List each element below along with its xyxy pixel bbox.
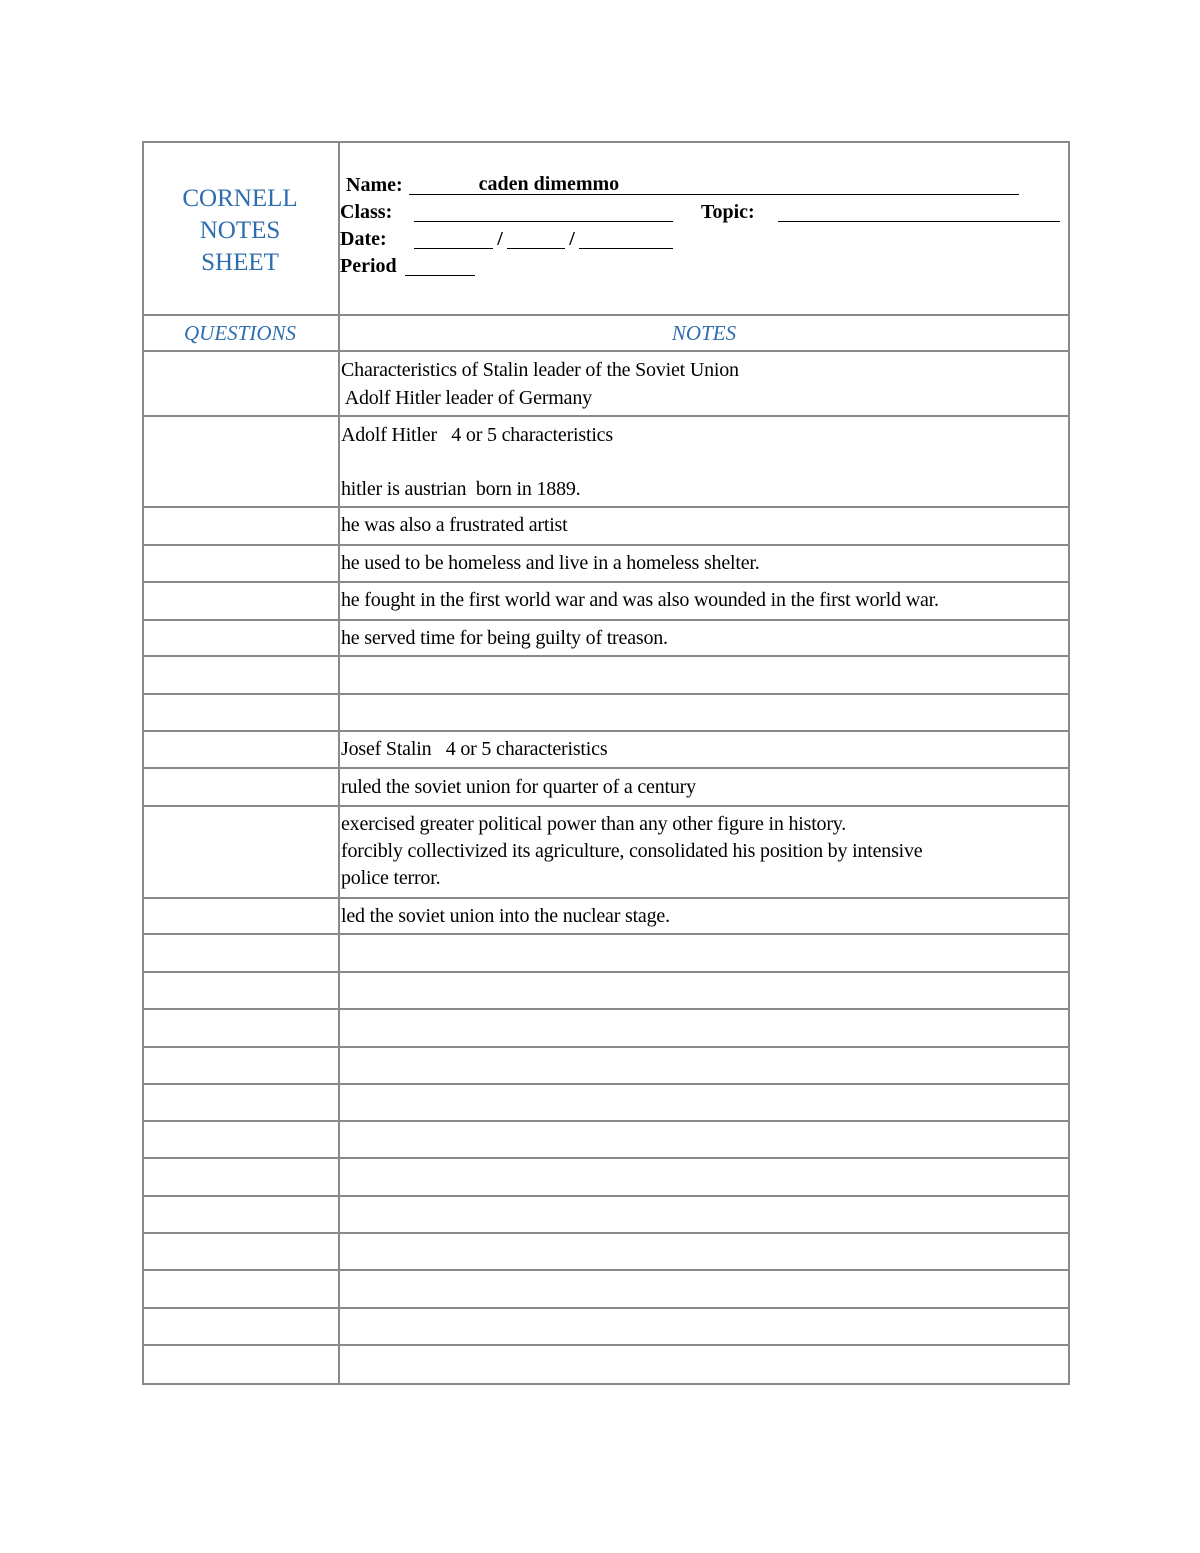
period-field[interactable] bbox=[405, 255, 475, 276]
note-line[interactable]: Adolf Hitler leader of Germany bbox=[341, 387, 592, 409]
date-year-field[interactable] bbox=[579, 228, 673, 249]
questions-header: QUESTIONS bbox=[183, 321, 296, 345]
row-divider bbox=[142, 971, 1070, 973]
note-line[interactable]: led the soviet union into the nuclear stage. bbox=[341, 905, 670, 927]
note-line[interactable]: Josef Stalin 4 or 5 characteristics bbox=[341, 738, 608, 760]
notes-header: NOTES bbox=[671, 321, 737, 345]
row-divider bbox=[142, 1157, 1070, 1159]
title-line: NOTES bbox=[199, 217, 281, 244]
period-label: Period bbox=[340, 255, 397, 277]
row-divider bbox=[142, 897, 1070, 899]
class-row bbox=[340, 199, 1065, 226]
title-line: SHEET bbox=[201, 249, 279, 276]
row-divider bbox=[142, 350, 1070, 352]
row-divider bbox=[142, 767, 1070, 769]
note-line[interactable]: he was also a frustrated artist bbox=[341, 514, 568, 536]
row-divider bbox=[142, 805, 1070, 807]
row-divider bbox=[142, 1232, 1070, 1234]
name-blank[interactable] bbox=[409, 174, 479, 195]
note-line[interactable]: forcibly collectivized its agriculture, consolidated his position by intensive bbox=[341, 840, 923, 862]
row-divider bbox=[142, 693, 1070, 695]
name-row bbox=[340, 172, 1065, 199]
row-divider bbox=[142, 506, 1070, 508]
class-field[interactable] bbox=[414, 201, 673, 222]
row-divider bbox=[142, 1195, 1070, 1197]
row-divider bbox=[142, 1344, 1070, 1346]
note-line[interactable]: hitler is austrian born in 1889. bbox=[341, 478, 581, 500]
row-divider bbox=[142, 544, 1070, 546]
sheet-title bbox=[142, 141, 338, 315]
topic-field[interactable] bbox=[778, 201, 1060, 222]
row-divider bbox=[142, 415, 1070, 417]
date-month-field[interactable] bbox=[414, 228, 493, 249]
note-line[interactable]: Characteristics of Stalin leader of the Soviet Union bbox=[341, 359, 739, 381]
title-line: CORNELL bbox=[182, 185, 298, 212]
row-divider bbox=[142, 581, 1070, 583]
note-line[interactable]: police terror. bbox=[341, 867, 441, 889]
note-line[interactable]: he fought in the first world war and was also wounded in the first world war. bbox=[341, 589, 939, 611]
name-label: Name: bbox=[346, 174, 403, 196]
date-separator: / bbox=[569, 228, 575, 250]
note-line[interactable]: Adolf Hitler 4 or 5 characteristics bbox=[341, 424, 613, 446]
topic-label: Topic: bbox=[701, 201, 755, 223]
date-day-field[interactable] bbox=[507, 228, 565, 249]
class-label: Class: bbox=[340, 201, 393, 223]
row-divider bbox=[142, 1008, 1070, 1010]
student-info bbox=[340, 172, 1065, 280]
row-divider bbox=[142, 619, 1070, 621]
period-row bbox=[340, 253, 1065, 280]
name-value[interactable]: caden dimemmo bbox=[478, 173, 620, 195]
note-line[interactable]: ruled the soviet union for quarter of a century bbox=[341, 776, 696, 798]
sheet-title-text bbox=[170, 183, 310, 279]
row-divider bbox=[142, 1083, 1070, 1085]
row-divider bbox=[142, 1120, 1070, 1122]
date-separator: / bbox=[497, 228, 503, 250]
row-divider bbox=[142, 933, 1070, 935]
note-line[interactable]: he served time for being guilty of treason. bbox=[341, 627, 668, 649]
row-divider bbox=[142, 655, 1070, 657]
row-divider bbox=[142, 1269, 1070, 1271]
row-divider bbox=[142, 1046, 1070, 1048]
row-divider bbox=[142, 1307, 1070, 1309]
row-divider bbox=[142, 730, 1070, 732]
note-line[interactable]: he used to be homeless and live in a homeless shelter. bbox=[341, 552, 760, 574]
name-blank[interactable] bbox=[619, 174, 1019, 195]
date-row bbox=[340, 226, 1065, 253]
date-label: Date: bbox=[340, 228, 387, 250]
note-line[interactable]: exercised greater political power than any other figure in history. bbox=[341, 813, 847, 835]
